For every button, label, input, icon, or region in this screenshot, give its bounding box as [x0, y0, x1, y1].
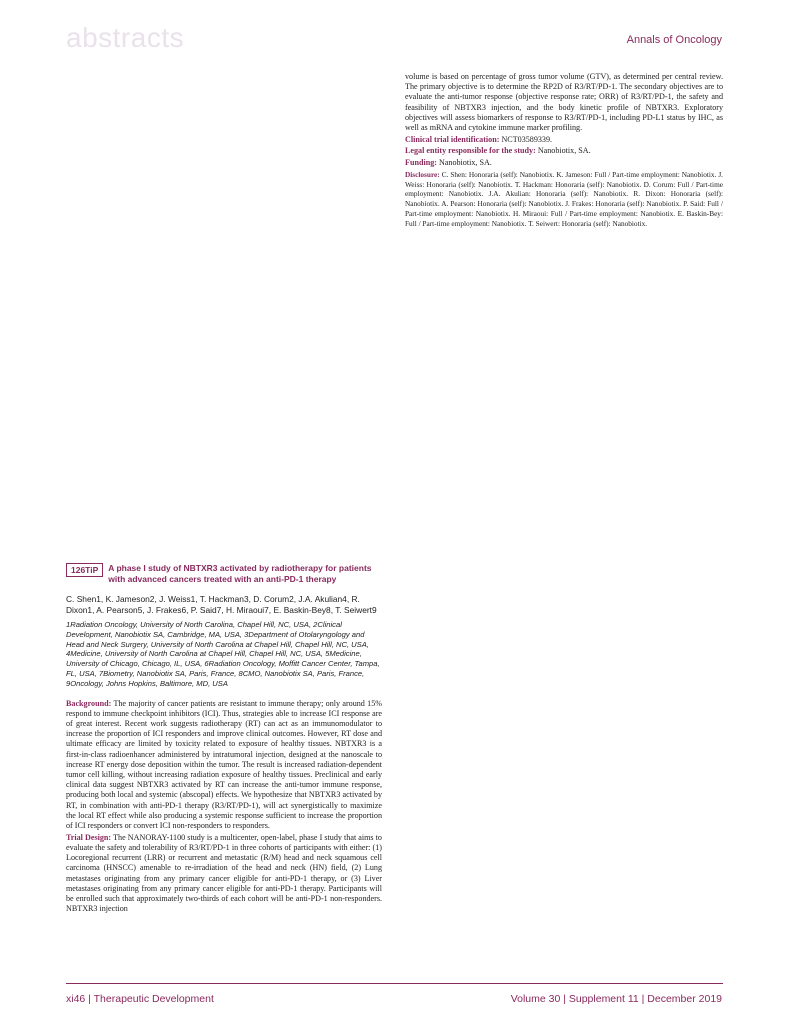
- funding-value: Nanobiotix, SA.: [438, 158, 492, 168]
- background-section: [66, 699, 382, 832]
- right-column: [405, 72, 723, 230]
- design-section: [66, 833, 382, 915]
- abstract-block: [66, 563, 382, 916]
- disclosure: [405, 170, 723, 229]
- funding-label: Funding:: [405, 158, 437, 168]
- design-text: The NANORAY-1100 study is a multicenter, open-label, phase I study that aims to evaluate the safety and tolerability of R3/RT/PD-1 in three cohorts of participants with either: (1) Locoregional recurrent (LRR) or recurrent and metastatic (R/M) head and neck squamous cell carcinoma (HNSCC) amenable to re-irradiation of the head and neck (HN) field, (2) Lung metastases originating from any primary cancer eligible for anti-PD-1 therapy, or (3) Liver metastases originating from any primary cancer eligible for anti-PD-1 therapy. Participants will be enrolled such that approximately two-thirds of each cohort will be anti-PD-1 non-responders. NBTXR3 injection: [66, 832, 382, 914]
- abstract-id: 126TiP: [66, 563, 103, 577]
- background-text: The majority of cancer patients are resistant to immune therapy; only around 15% respond to immune checkpoint inhibitors (ICI). Thus, strategies able to increase ICI response are of great interest. Recent work suggests radiotherapy (RT) can act as an immunomodulator to increase the proportion of ICI responders and improve clinical outcomes. However, RT dose and ultimate efficacy are limited by toxicity related to exposure of healthy tissues. NBTXR3 is a first-in-class radioenhancer administered by intratumoral injection, designed at the nanoscale to increase RT energy dose deposition within the tumor. The result is increased radiation-dependent tumor cell killing, without increasing radiation exposure of healthy tissues. Preclinical and early clinical data suggest NBTXR3 activated by RT can increase the anti-tumor immune response, producing both local and systemic (abscopal) effects. We hypothesize that NBTXR3 activated by RT, in combination with anti-PD-1 therapy (R3/RT/PD-1), will act synergistically to maximize the local RT effect while also producing a systemic response sufficient to increase the proportion of ICI responders or convert ICI non-responders to responders.: [66, 698, 382, 831]
- disclosure-value: C. Shen: Honoraria (self): Nanobiotix. K. Jameson: Full / Part-time employment: Nanobiotix. J. Weiss: Honoraria (self): Nanobiotix. T. Hackman: Honoraria (self): Nanobiotix. D. Corum: Full / Part-time employment: Nanobiotix. J.A. Akulian: Honoraria (self): Nanobiotix. R. Dixon: Honoraria (self): Nanobiotix. A. Pearson: Honoraria (self): Nanobiotix. J. Frakes: Honoraria (self): Nanobiotix. P. Said: Full / Part-time employment: Nanobiotix. H. Miraoui: Full / Part-time employment: Nanobiotix. E. Baskin-Bey: Full / Part-time employment: Nanobiotix. T. Seiwert: Honoraria (self): Nanobiotix.: [405, 169, 723, 228]
- abstract-heading: [66, 563, 382, 585]
- legal-entity: [405, 146, 723, 156]
- journal-name: Annals of Oncology: [626, 34, 722, 46]
- legal-label: Legal entity responsible for the study:: [405, 146, 536, 156]
- trial-label: Clinical trial identification:: [405, 134, 500, 144]
- trial-value: NCT03589339.: [501, 134, 553, 144]
- continuation-text: volume is based on percentage of gross tumor volume (GTV), as determined per central review. The primary objective is to determine the RP2D of R3/RT/PD-1. The secondary objectives are to evaluate the anti-tumor response (objective response rate; ORR) of R3/RT/PD-1, the safety and feasibility of NBTXR3 injection, and the body kinetic profile of NBTXR3. Exploratory objectives will assess biomarkers of response to R3/RT/PD-1, including PD-L1 status by IHC, as well as mRNA and cytokine immune marker profiling.: [405, 72, 723, 133]
- disclosure-label: Disclosure:: [405, 169, 440, 179]
- abstract-title: A phase I study of NBTXR3 activated by radiotherapy for patients with advanced cancers treated with an anti-PD-1 therapy: [108, 563, 372, 584]
- footer-page-section: xi46 | Therapeutic Development: [66, 993, 214, 1005]
- footer-rule: [66, 983, 723, 984]
- funding: [405, 158, 723, 168]
- author-list: C. Shen1, K. Jameson2, J. Weiss1, T. Hackman3, D. Corum2, J.A. Akulian4, R. Dixon1, A. Pearson5, J. Frakes6, P. Said7, H. Miraoui7, E. Baskin-Bey8, T. Seiwert9: [66, 594, 377, 615]
- trial-id: [405, 135, 723, 145]
- design-label: Trial Design:: [66, 832, 112, 842]
- section-watermark: abstracts: [66, 22, 185, 53]
- background-label: Background:: [66, 698, 112, 708]
- affiliations: 1Radiation Oncology, University of North Carolina, Chapel Hill, NC, USA, 2Clinical Development, Nanobiotix SA, Cambridge, MA, USA, 3Department of Otolaryngology and Head and Neck Surgery, University of North Carolina at Chapel Hill, Chapel Hill, NC, USA, 4Medicine, University of North Carolina at Chapel Hill, Chapel Hill, NC, USA, 5Medicine, University of Chicago, Chicago, IL, USA, 6Radiation Oncology, Moffitt Cancer Center, Tampa, FL, USA, 7Biometry, Nanobiotix SA, Paris, France, 8CMO, Nanobiotix SA, Paris, France, 9Oncology, Johns Hopkins, Baltimore, MD, USA: [66, 620, 380, 688]
- legal-value: Nanobiotix, SA.: [537, 146, 591, 156]
- footer-volume-info: Volume 30 | Supplement 11 | December 2019: [510, 993, 722, 1005]
